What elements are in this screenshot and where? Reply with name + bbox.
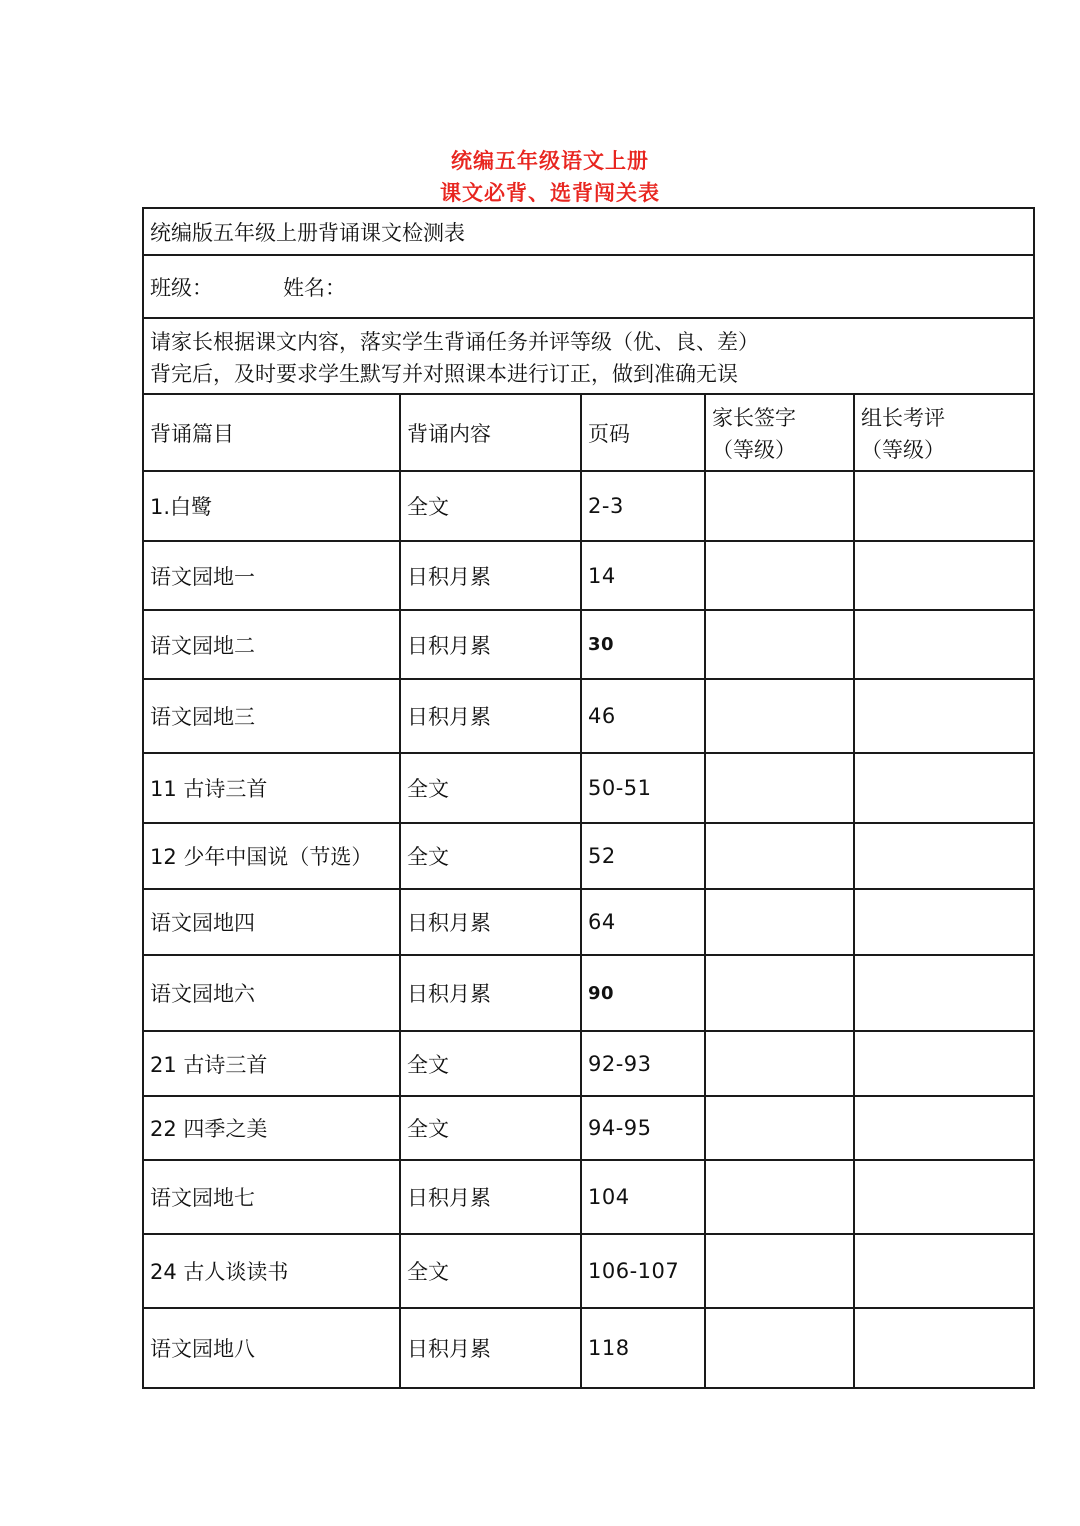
table-row — [143, 1096, 1034, 1160]
row-title: 语文园地一 — [143, 541, 400, 610]
leader-evaluation-cell[interactable] — [854, 1234, 1034, 1308]
row-title: 语文园地三 — [143, 679, 400, 753]
class-label: 班级： — [150, 275, 213, 300]
parent-signature-cell[interactable] — [705, 1160, 854, 1234]
column-header-leader — [854, 394, 1034, 471]
row-content: 全文 — [400, 823, 581, 889]
row-page: 46 — [581, 679, 705, 753]
row-content: 日积月累 — [400, 610, 581, 679]
parent-signature-cell[interactable] — [705, 1096, 854, 1160]
leader-evaluation-cell[interactable] — [854, 1031, 1034, 1096]
notice-line-2: 背完后，及时要求学生默写并对照课本进行订正，做到准确无误 — [150, 362, 738, 386]
row-page: 106-107 — [581, 1234, 705, 1308]
leader-evaluation-cell[interactable] — [854, 889, 1034, 955]
row-page: 90 — [581, 955, 705, 1031]
table-row — [143, 610, 1034, 679]
table-row — [143, 1031, 1034, 1096]
row-page: 2-3 — [581, 471, 705, 541]
leader-evaluation-cell[interactable] — [854, 1096, 1034, 1160]
leader-evaluation-cell[interactable] — [854, 1160, 1034, 1234]
row-page: 50-51 — [581, 753, 705, 823]
row-page: 14 — [581, 541, 705, 610]
row-content: 全文 — [400, 1031, 581, 1096]
column-header-parent — [705, 394, 854, 471]
parent-signature-cell[interactable] — [705, 1031, 854, 1096]
table-row — [143, 753, 1034, 823]
row-title: 语文园地六 — [143, 955, 400, 1031]
row-page: 104 — [581, 1160, 705, 1234]
table-title-row — [143, 208, 1034, 255]
leader-evaluation-cell[interactable] — [854, 471, 1034, 541]
student-info-row — [143, 255, 1034, 318]
table-row — [143, 1160, 1034, 1234]
recitation-check-table — [142, 207, 1035, 1389]
row-page: 64 — [581, 889, 705, 955]
notice-line-1: 请家长根据课文内容，落实学生背诵任务并评等级（优、良、差） — [150, 330, 759, 354]
row-page: 92-93 — [581, 1031, 705, 1096]
leader-evaluation-cell[interactable] — [854, 823, 1034, 889]
table-title: 统编版五年级上册背诵课文检测表 — [143, 208, 1034, 255]
table-row — [143, 1234, 1034, 1308]
row-title: 24 古人谈读书 — [143, 1234, 400, 1308]
row-page: 30 — [581, 610, 705, 679]
column-header-row — [143, 394, 1034, 471]
name-label: 姓名： — [283, 275, 346, 300]
parent-signature-cell[interactable] — [705, 1308, 854, 1388]
row-content: 全文 — [400, 471, 581, 541]
table-row — [143, 1308, 1034, 1388]
parent-signature-cell[interactable] — [705, 955, 854, 1031]
parent-signature-cell[interactable] — [705, 610, 854, 679]
row-content: 日积月累 — [400, 679, 581, 753]
row-page: 52 — [581, 823, 705, 889]
column-header-leader-line1: 组长考评 — [861, 405, 945, 430]
column-header-title: 背诵篇目 — [143, 394, 400, 471]
table-row — [143, 679, 1034, 753]
row-title: 21 古诗三首 — [143, 1031, 400, 1096]
row-content: 日积月累 — [400, 955, 581, 1031]
row-title: 语文园地八 — [143, 1308, 400, 1388]
parent-signature-cell[interactable] — [705, 823, 854, 889]
table-row — [143, 471, 1034, 541]
table-row — [143, 541, 1034, 610]
row-title: 语文园地二 — [143, 610, 400, 679]
page-title: 统编五年级语文上册 — [451, 148, 649, 173]
column-header-page: 页码 — [581, 394, 705, 471]
table-row — [143, 823, 1034, 889]
leader-evaluation-cell[interactable] — [854, 610, 1034, 679]
column-header-parent-line2: （等级） — [712, 437, 796, 462]
column-header-leader-line2: （等级） — [861, 437, 945, 462]
row-content: 全文 — [400, 1234, 581, 1308]
notice-cell — [143, 318, 1034, 394]
row-content: 日积月累 — [400, 889, 581, 955]
parent-signature-cell[interactable] — [705, 753, 854, 823]
row-title: 22 四季之美 — [143, 1096, 400, 1160]
row-content: 日积月累 — [400, 541, 581, 610]
table-row — [143, 889, 1034, 955]
page-subtitle: 课文必背、选背闯关表 — [440, 180, 660, 205]
row-page: 94-95 — [581, 1096, 705, 1160]
leader-evaluation-cell[interactable] — [854, 1308, 1034, 1388]
column-header-parent-line1: 家长签字 — [712, 405, 796, 430]
parent-signature-cell[interactable] — [705, 471, 854, 541]
row-content: 全文 — [400, 753, 581, 823]
leader-evaluation-cell[interactable] — [854, 753, 1034, 823]
row-title: 语文园地七 — [143, 1160, 400, 1234]
leader-evaluation-cell[interactable] — [854, 541, 1034, 610]
parent-signature-cell[interactable] — [705, 889, 854, 955]
parent-signature-cell[interactable] — [705, 679, 854, 753]
student-info-cell — [143, 255, 1034, 318]
notice-row — [143, 318, 1034, 394]
row-content: 全文 — [400, 1096, 581, 1160]
row-title: 11 古诗三首 — [143, 753, 400, 823]
row-content: 日积月累 — [400, 1308, 581, 1388]
leader-evaluation-cell[interactable] — [854, 679, 1034, 753]
parent-signature-cell[interactable] — [705, 541, 854, 610]
row-title: 1.白鹭 — [143, 471, 400, 541]
column-header-content: 背诵内容 — [400, 394, 581, 471]
row-page: 118 — [581, 1308, 705, 1388]
row-title: 12 少年中国说（节选） — [143, 823, 400, 889]
leader-evaluation-cell[interactable] — [854, 955, 1034, 1031]
table-row — [143, 955, 1034, 1031]
row-title: 语文园地四 — [143, 889, 400, 955]
row-content: 日积月累 — [400, 1160, 581, 1234]
parent-signature-cell[interactable] — [705, 1234, 854, 1308]
